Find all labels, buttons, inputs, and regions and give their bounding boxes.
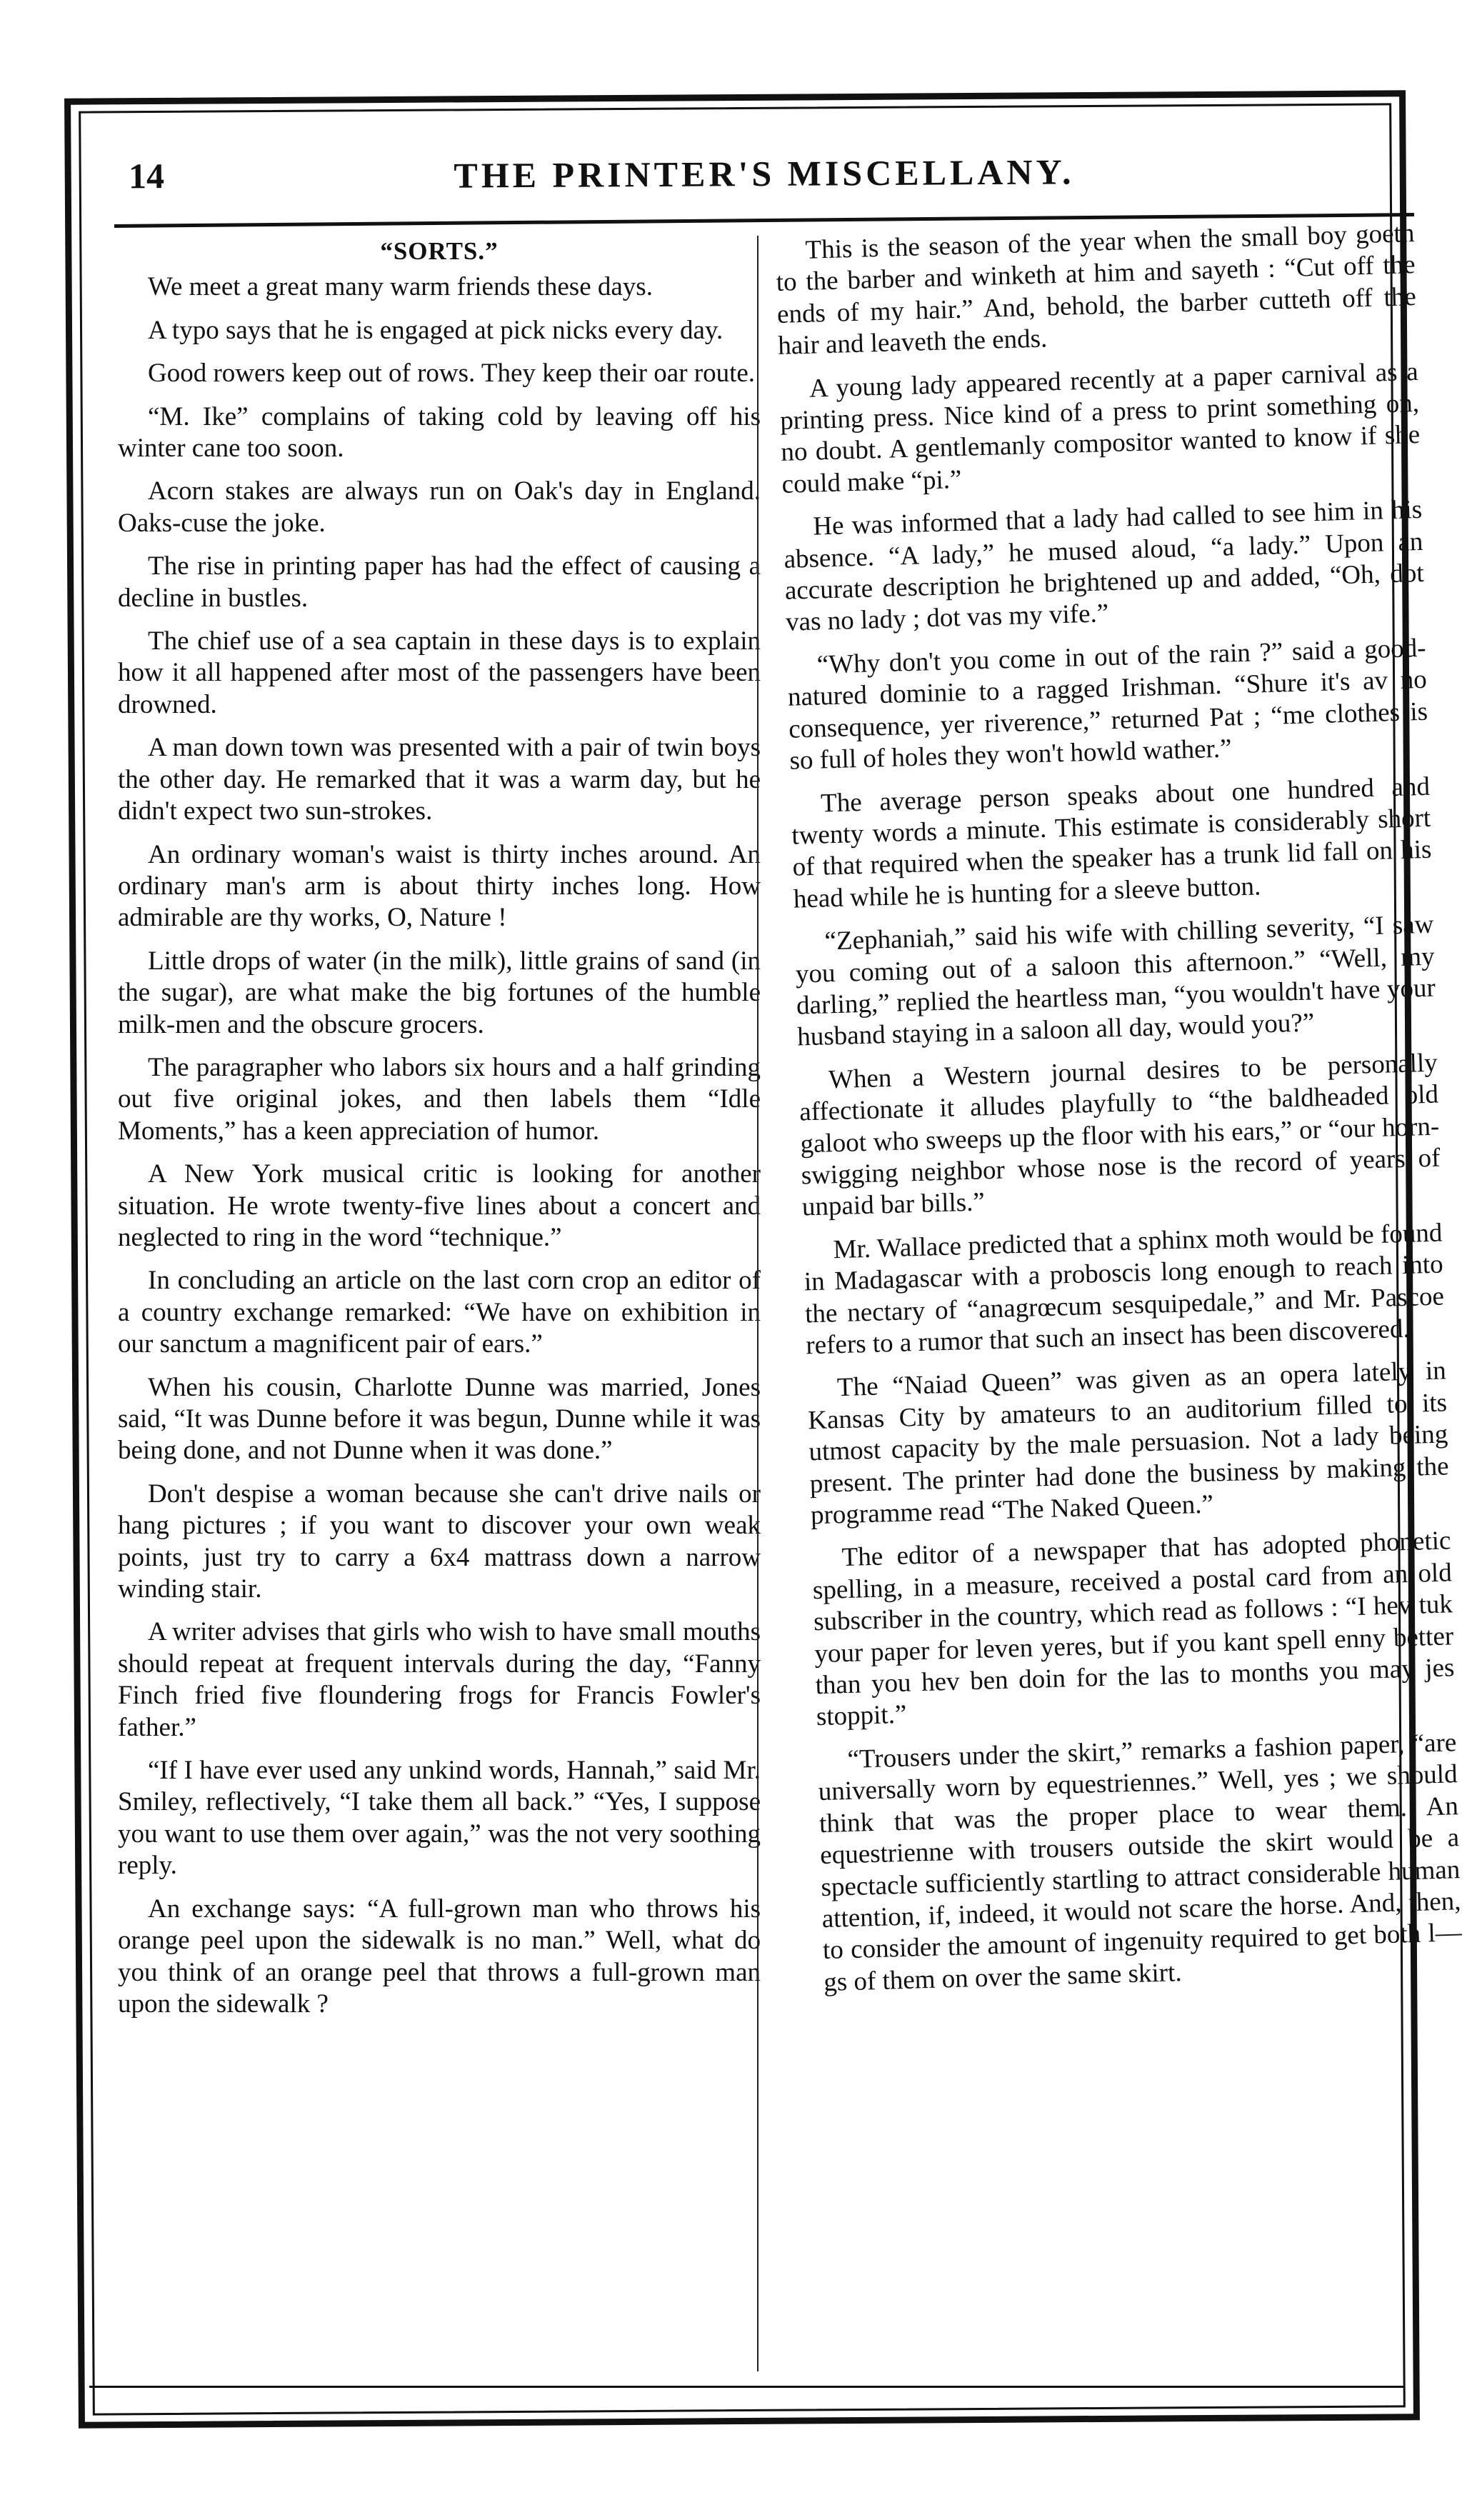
paragraph: Acorn stakes are always run on Oak's day in England. Oaks-cuse the joke. — [118, 476, 761, 538]
paragraph: “Trousers under the skirt,” remarks a fashion paper, “are universally worn by equestriennes.” Well, yes ; we should think that was the proper place to wear them. An equestrienne with trousers outside the skirt would be a spectacle sufficiently startling to attract considerable human attention, if, indeed, it would not scare the horse. And, then, to consider the amount of ingenuity required to get both l—gs of them on over the same skirt. — [818, 1728, 1463, 1997]
paragraph: “Zephaniah,” said his wife with chilling severity, “I saw you coming out of a saloon this afternoon.” “Well, my darling,” replied the heartless man, “you wouldn't have your husband staying in a saloon all day, would you?” — [795, 909, 1436, 1052]
paragraph: Don't despise a woman because she can't drive nails or hang pictures ; if you want to discover your own weak points, just try to carry a 6x4 mattrass down a narrow winding stair. — [118, 1479, 761, 1604]
paragraph: A New York musical critic is looking for another situation. He wrote twenty-five lines about a concert and neglected to ring in the word “technique.” — [118, 1159, 761, 1252]
column-divider — [757, 236, 758, 2371]
paragraph: The rise in printing paper has had the effect of causing a decline in bustles. — [118, 551, 761, 613]
paragraph: Good rowers keep out of rows. They keep their oar route. — [148, 359, 756, 389]
paragraph: We meet a great many warm friends these days. — [148, 272, 653, 302]
paragraph: A writer advises that girls who wish to have small mouths should repeat at frequent intervals during the day, “Fanny Finch fried five floundering frogs for Francis Fowler's father.” — [118, 1617, 761, 1742]
paragraph: Mr. Wallace predicted that a sphinx moth would be found in Madagascar with a proboscis long enough to reach into the nectary of “anagrœcum sesquipedale,” and Mr. Pascoe refers to a rumor that such an insect has been discovered. — [803, 1218, 1445, 1361]
paragraph: When his cousin, Charlotte Dunne was married, Jones said, “It was Dunne before it was begun, Dunne while it was being done, and not Dunne when it was done.” — [118, 1372, 761, 1466]
paragraph: A young lady appeared recently at a paper carnival as a printing press. Nice kind of a press to print something on, no doubt. A gentlemanly compositor wanted to know if she could make “pi.” — [779, 356, 1421, 499]
paragraph: He was informed that a lady had called to see him in his absence. “A lady,” he mused aloud, “a lady.” Upon an accurate description he brightened up and added, “Oh, dot vas no lady ; dot vas my vife.” — [783, 495, 1425, 638]
paragraph: “If I have ever used any unkind words, Hannah,” said Mr. Smiley, reflectively, “I take them all back.” “Yes, I suppose you want to use them over again,” was the not very soothing reply. — [118, 1756, 761, 1881]
paragraph: The chief use of a sea captain in these days is to explain how it all happened after most of the passengers have been drowned. — [118, 626, 761, 719]
paragraph: The average person speaks about one hundred and twenty words a minute. This estimate is considerably short of that required when the speaker has a trunk lid fall on his head while he is hunting for a sleeve button. — [791, 771, 1432, 914]
paragraph: When a Western journal desires to be personally affectionate it alludes playfully to “the baldheaded old galoot who sweeps up the floor with his ears,” or “our horn-swigging neighbor whose nose is the record of years of unpaid bar bills.” — [798, 1048, 1441, 1222]
left-column — [118, 236, 761, 2031]
running-title: THE PRINTER'S MISCELLANY. — [454, 151, 1075, 196]
page-number: 14 — [128, 156, 165, 196]
footer-rule — [89, 2386, 1403, 2388]
paragraph: A typo says that he is engaged at pick nicks every day. — [148, 315, 724, 345]
page-header — [129, 139, 1401, 219]
paragraph: “M. Ike” complains of taking cold by leaving off his winter cane too soon. — [118, 401, 761, 464]
paragraph: Little drops of water (in the milk), little grains of sand (in the sugar), are what make the big fortunes of the humble milk-men and the obscure grocers. — [118, 946, 761, 1039]
paragraph: “Why don't you come in out of the rain ?” said a good-natured dominie to a ragged Irishman. “Shure it's av no consequence, yer riverence,” returned Pat ; “me clothes is so full of holes they won't howld wather.” — [787, 633, 1428, 776]
paragraph: This is the season of the year when the small boy goeth to the barber and winketh at him and sayeth : “Cut off the ends of my hair.” And, behold, the barber cutteth off the hair and leaveth the ends. — [776, 219, 1417, 361]
paragraph: A man down town was presented with a pair of twin boys the other day. He remarked that it was a warm day, but he didn't expect two sun-strokes. — [118, 733, 761, 826]
paragraph: An ordinary woman's waist is thirty inches around. An ordinary man's arm is about thirty inches long. How admirable are thy works, O, Nature ! — [118, 839, 761, 933]
paragraph: The “Naiad Queen” was given as an opera lately in Kansas City by amateurs to an auditorium filled to its utmost capacity by the male persuasion. Not a lady being present. The printer had done the business by making the programme read “The Naked Queen.” — [807, 1356, 1450, 1531]
right-column — [775, 218, 1463, 2010]
paragraph: The editor of a newspaper that has adopted phonetic spelling, in a measure, received a postal card from an old subscriber in the country, which read as follows : “I hev tuk your paper for leven yeres, but if you kant spell enny better than you hev ben doin for the las to months you may jes stoppit.” — [812, 1526, 1455, 1732]
paragraph: In concluding an article on the last corn crop an editor of a country exchange remarked: “We have on exhibition in our sanctum a magnificent pair of ears.” — [118, 1266, 761, 1359]
paragraph: An exchange says: “A full-grown man who throws his orange peel upon the sidewalk is no man.” Well, what do you think of an orange peel that throws a full-grown man upon the sidewalk ? — [118, 1894, 761, 2019]
paragraph: The paragrapher who labors six hours and a half grinding out five original jokes, and then labels them “Idle Moments,” has a keen appreciation of humor. — [118, 1052, 761, 1146]
section-title: “SORTS.” — [380, 237, 499, 265]
